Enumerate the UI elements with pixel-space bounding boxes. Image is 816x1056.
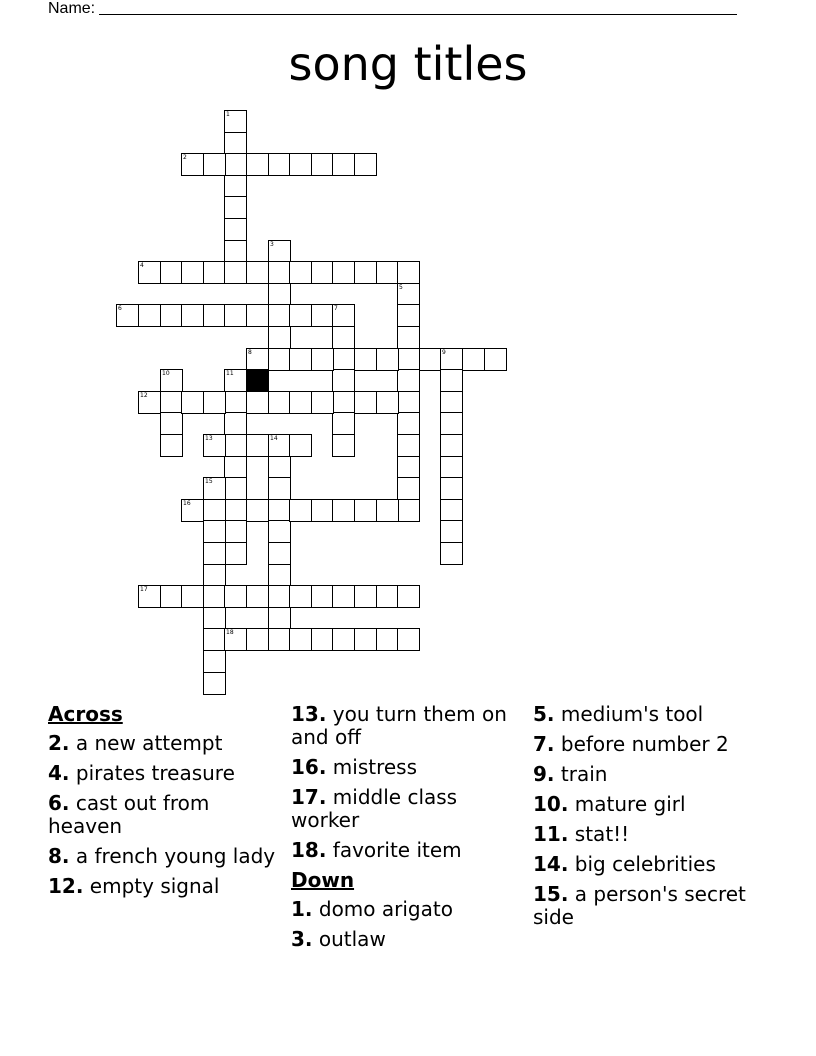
grid-cell[interactable] — [311, 153, 334, 176]
grid-cell[interactable] — [397, 369, 420, 392]
clue-number: 11 — [226, 370, 234, 377]
grid-cell[interactable] — [289, 628, 312, 651]
clue-across-18: 18. favorite item — [291, 838, 462, 862]
grid-cell[interactable] — [440, 520, 463, 543]
grid-cell[interactable] — [268, 304, 291, 327]
grid-cell[interactable] — [268, 607, 291, 630]
grid-cell[interactable] — [268, 477, 291, 500]
grid-cell[interactable] — [268, 456, 291, 479]
grid-cell[interactable] — [224, 542, 247, 565]
clue-across-17: 17. middle class worker — [291, 785, 458, 832]
grid-cell[interactable] — [354, 499, 377, 522]
clue-down-7: 7. before number 2 — [533, 732, 729, 756]
grid-cell[interactable] — [354, 153, 377, 176]
grid-cell[interactable] — [181, 261, 204, 284]
clue-number: 16 — [183, 500, 191, 507]
grid-cell[interactable] — [376, 261, 399, 284]
clue-number: 14 — [270, 435, 278, 442]
grid-cell[interactable] — [354, 348, 377, 371]
clue-number: 18 — [226, 629, 234, 636]
grid-cell[interactable] — [268, 520, 291, 543]
grid-cell[interactable] — [268, 499, 291, 522]
grid-cell[interactable] — [440, 412, 463, 435]
grid-cell[interactable] — [268, 283, 291, 306]
clue-number: 3 — [270, 241, 274, 248]
grid-cell[interactable] — [440, 369, 463, 392]
grid-cell[interactable] — [289, 585, 312, 608]
grid-cell[interactable] — [224, 585, 247, 608]
clue-number: 7 — [334, 305, 338, 312]
clue-number: 9 — [442, 349, 446, 356]
grid-cell[interactable] — [160, 434, 183, 457]
grid-cell[interactable] — [440, 456, 463, 479]
grid-cell[interactable] — [181, 304, 204, 327]
clue-number: 8 — [248, 349, 252, 356]
clue-down-9: 9. train — [533, 762, 608, 786]
grid-cell[interactable] — [268, 564, 291, 587]
clue-number: 10 — [162, 370, 170, 377]
grid-cell[interactable] — [268, 261, 291, 284]
grid-cell[interactable] — [376, 628, 399, 651]
grid-cell[interactable] — [224, 412, 247, 435]
clues-column-3 — [533, 703, 773, 936]
grid-cell[interactable] — [440, 434, 463, 457]
grid-cell[interactable] — [138, 304, 161, 327]
clue-down-15: 15. a person's secret side — [533, 882, 746, 929]
grid-cell[interactable] — [354, 585, 377, 608]
clue-across-12: 12. empty signal — [48, 874, 220, 898]
grid-cell[interactable] — [203, 628, 226, 651]
grid-cell[interactable] — [397, 304, 420, 327]
grid-cell[interactable] — [440, 542, 463, 565]
grid-cell[interactable] — [311, 628, 334, 651]
grid-cell[interactable] — [440, 499, 463, 522]
grid-cell[interactable] — [397, 434, 420, 457]
grid-cell[interactable] — [289, 304, 312, 327]
grid-cell[interactable] — [246, 261, 269, 284]
clue-across-4: 4. pirates treasure — [48, 761, 235, 785]
grid-cell[interactable] — [440, 391, 463, 414]
grid-cell[interactable] — [354, 628, 377, 651]
clue-number: 4 — [140, 262, 144, 269]
clue-down-3: 3. outlaw — [291, 927, 386, 951]
grid-cell[interactable] — [462, 348, 485, 371]
grid-cell[interactable] — [397, 499, 420, 522]
grid-cell[interactable] — [311, 261, 334, 284]
grid-cell[interactable] — [160, 412, 183, 435]
grid-cell[interactable] — [224, 304, 247, 327]
black-cell — [246, 369, 269, 392]
grid-cell[interactable] — [311, 391, 334, 414]
grid-cell[interactable] — [246, 304, 269, 327]
grid-cell[interactable] — [440, 477, 463, 500]
down-heading: Down — [291, 868, 355, 892]
clue-across-13: 13. you turn them on and off — [291, 702, 507, 749]
clue-down-5: 5. medium's tool — [533, 702, 704, 726]
grid-cell[interactable] — [268, 391, 291, 414]
grid-cell[interactable] — [246, 499, 269, 522]
grid-cell[interactable] — [397, 477, 420, 500]
grid-cell[interactable] — [268, 153, 291, 176]
grid-cell[interactable] — [224, 196, 247, 219]
grid-cell[interactable] — [289, 348, 312, 371]
grid-cell[interactable] — [332, 585, 355, 608]
grid-cell[interactable] — [224, 261, 247, 284]
grid-cell[interactable] — [181, 391, 204, 414]
grid-cell[interactable] — [160, 261, 183, 284]
grid-cell[interactable] — [289, 499, 312, 522]
clue-number: 15 — [205, 478, 213, 485]
grid-cell[interactable] — [160, 585, 183, 608]
grid-cell[interactable] — [397, 348, 420, 371]
grid-cell[interactable] — [203, 153, 226, 176]
grid-cell[interactable] — [397, 326, 420, 349]
grid-cell[interactable] — [246, 628, 269, 651]
grid-cell[interactable] — [289, 434, 312, 457]
clue-down-1: 1. domo arigato — [291, 897, 453, 921]
grid-cell[interactable] — [289, 391, 312, 414]
grid-cell[interactable] — [224, 499, 247, 522]
grid-cell[interactable] — [311, 585, 334, 608]
clue-across-16: 16. mistress — [291, 755, 418, 779]
clue-number: 2 — [183, 154, 187, 161]
grid-cell[interactable] — [376, 391, 399, 414]
clues-column-1 — [48, 703, 278, 905]
across-heading: Across — [48, 702, 123, 726]
clue-across-6: 6. cast out from heaven — [48, 791, 210, 838]
grid-cell[interactable] — [268, 585, 291, 608]
grid-cell[interactable] — [311, 304, 334, 327]
grid-cell[interactable] — [224, 520, 247, 543]
grid-cell[interactable] — [203, 672, 226, 695]
grid-cell[interactable] — [289, 153, 312, 176]
grid-cell[interactable] — [268, 542, 291, 565]
grid-cell[interactable] — [224, 391, 247, 414]
clue-across-8: 8. a french young lady — [48, 844, 276, 868]
grid-cell[interactable] — [484, 348, 507, 371]
grid-cell[interactable] — [224, 132, 247, 155]
grid-cell[interactable] — [397, 412, 420, 435]
clue-number: 12 — [140, 392, 148, 399]
grid-cell[interactable] — [332, 434, 355, 457]
grid-cell[interactable] — [224, 218, 247, 241]
grid-cell[interactable] — [376, 585, 399, 608]
grid-cell[interactable] — [268, 348, 291, 371]
grid-cell[interactable] — [397, 391, 420, 414]
grid-cell[interactable] — [311, 348, 334, 371]
grid-cell[interactable] — [376, 499, 399, 522]
grid-cell[interactable] — [203, 607, 226, 630]
grid-cell[interactable] — [376, 348, 399, 371]
grid-cell[interactable] — [203, 542, 226, 565]
grid-cell[interactable] — [332, 412, 355, 435]
puzzle-title: song titles — [288, 37, 528, 91]
clue-across-2: 2. a new attempt — [48, 731, 223, 755]
grid-cell[interactable] — [203, 391, 226, 414]
grid-cell[interactable] — [397, 585, 420, 608]
grid-cell[interactable] — [311, 499, 334, 522]
grid-cell[interactable] — [268, 326, 291, 349]
grid-cell[interactable] — [224, 153, 247, 176]
grid-cell[interactable] — [203, 564, 226, 587]
grid-cell[interactable] — [397, 261, 420, 284]
grid-cell[interactable] — [246, 585, 269, 608]
grid-cell[interactable] — [224, 175, 247, 198]
grid-cell[interactable] — [246, 153, 269, 176]
grid-cell[interactable] — [397, 628, 420, 651]
grid-cell[interactable] — [354, 391, 377, 414]
grid-cell[interactable] — [181, 585, 204, 608]
grid-cell[interactable] — [419, 348, 442, 371]
grid-cell[interactable] — [224, 240, 247, 263]
grid-cell[interactable] — [289, 261, 312, 284]
grid-cell[interactable] — [160, 391, 183, 414]
grid-cell[interactable] — [203, 499, 226, 522]
grid-cell[interactable] — [224, 477, 247, 500]
grid-cell[interactable] — [332, 326, 355, 349]
grid-cell[interactable] — [246, 434, 269, 457]
clue-down-10: 10. mature girl — [533, 792, 686, 816]
grid-cell[interactable] — [268, 628, 291, 651]
grid-cell[interactable] — [203, 585, 226, 608]
grid-cell[interactable] — [224, 456, 247, 479]
name-label: Name: — [48, 0, 96, 17]
clue-down-11: 11. stat!! — [533, 822, 630, 846]
clue-number: 5 — [399, 284, 403, 291]
grid-cell[interactable] — [203, 261, 226, 284]
grid-cell[interactable] — [203, 520, 226, 543]
grid-cell[interactable] — [332, 153, 355, 176]
grid-cell[interactable] — [160, 304, 183, 327]
grid-cell[interactable] — [397, 456, 420, 479]
grid-cell[interactable] — [332, 628, 355, 651]
clue-number: 6 — [118, 305, 122, 312]
grid-cell[interactable] — [332, 348, 355, 371]
grid-cell[interactable] — [354, 261, 377, 284]
grid-cell[interactable] — [246, 391, 269, 414]
grid-cell[interactable] — [332, 499, 355, 522]
clues-column-2 — [291, 703, 521, 958]
grid-cell[interactable] — [332, 391, 355, 414]
clue-number: 13 — [205, 435, 213, 442]
grid-cell[interactable] — [203, 304, 226, 327]
clue-number: 1 — [226, 111, 230, 118]
grid-cell[interactable] — [332, 369, 355, 392]
grid-cell[interactable] — [224, 434, 247, 457]
clue-down-14: 14. big celebrities — [533, 852, 716, 876]
clue-number: 17 — [140, 586, 148, 593]
grid-cell[interactable] — [203, 650, 226, 673]
grid-cell[interactable] — [332, 261, 355, 284]
